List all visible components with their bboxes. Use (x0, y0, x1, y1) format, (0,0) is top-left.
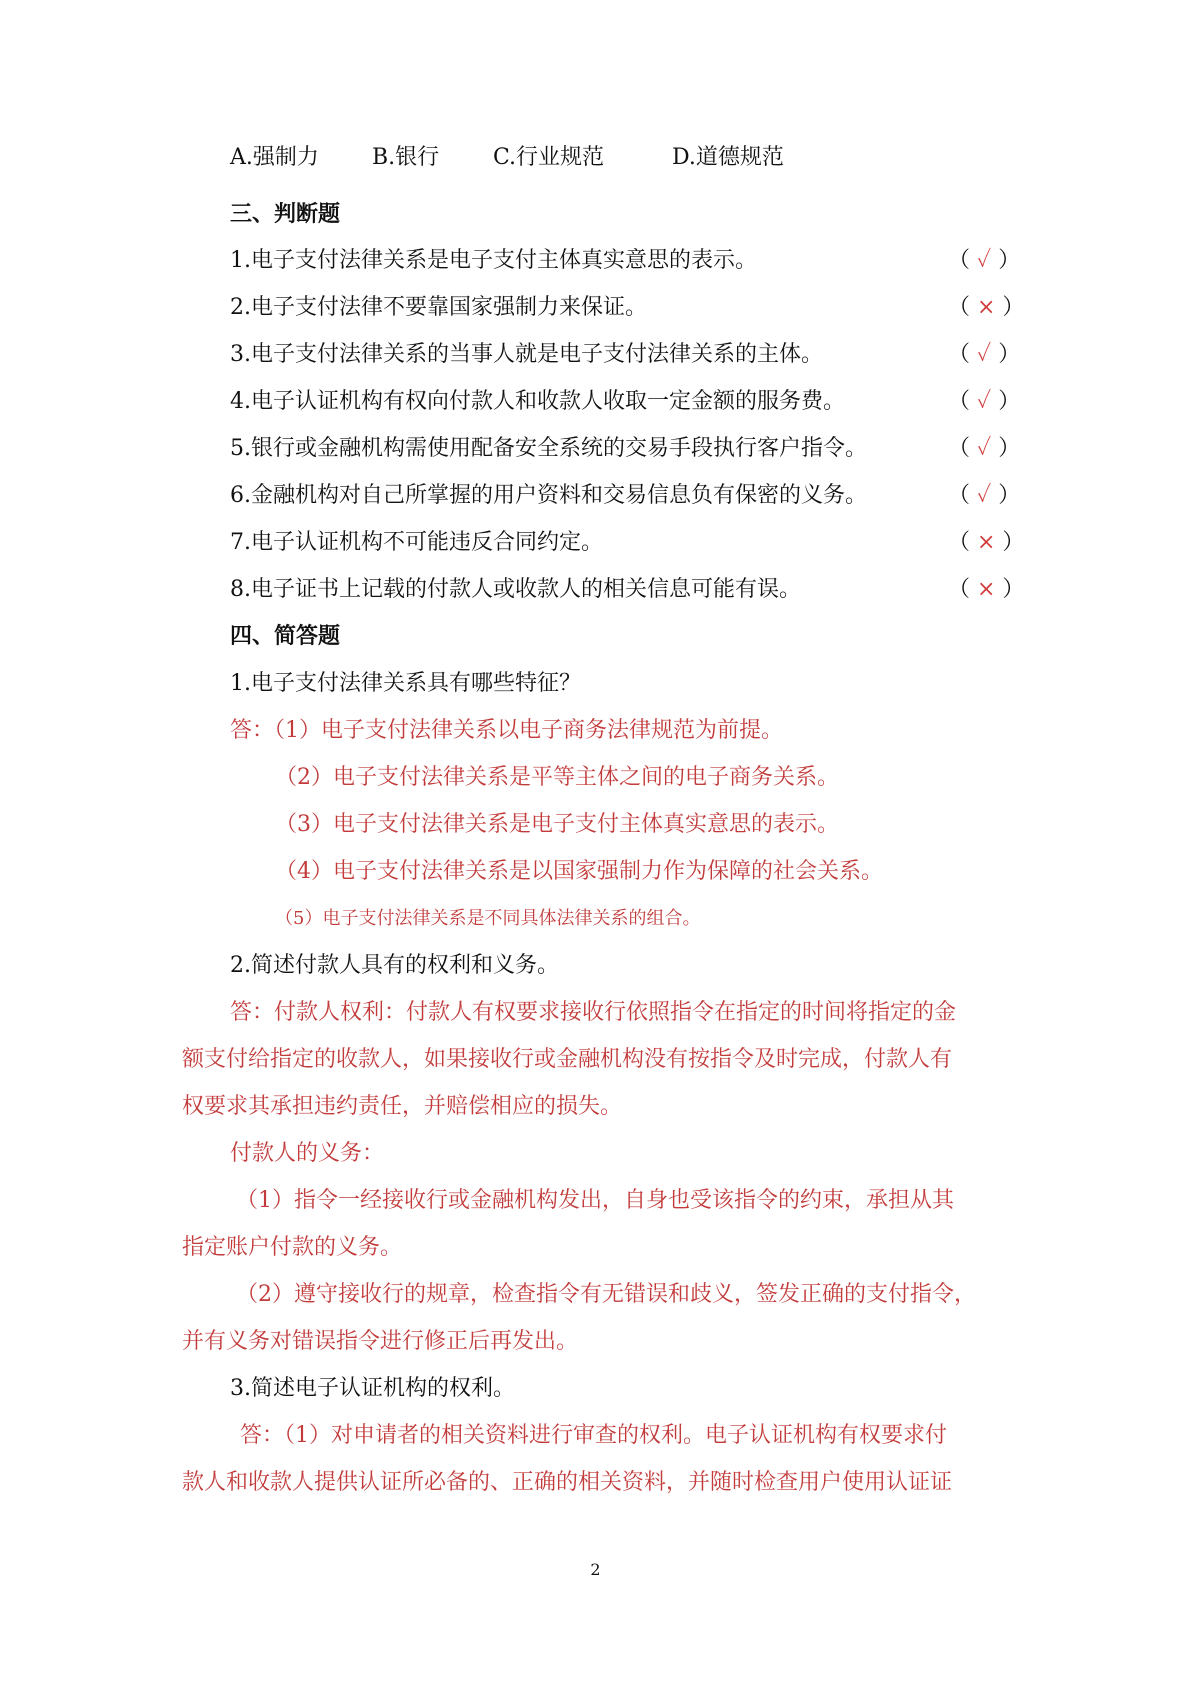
judgment-mark-2: （ × ） (948, 295, 1025, 320)
answer-1-line: （4）电子支付法律关系是以国家强制力作为保障的社会关系。 (275, 859, 883, 884)
question-3: 3.简述电子认证机构的权利。 (230, 1376, 515, 1401)
answer-2-line: 权要求其承担违约责任，并赔偿相应的损失。 (182, 1094, 623, 1119)
check-mark-icon: ✓ (977, 483, 992, 508)
answer-2-line: （2）遵守接收行的规章，检查指令有无错误和歧义，签发正确的支付指令， (236, 1282, 976, 1307)
answer-2-line: 额支付给指定的收款人，如果接收行或金融机构没有按指令及时完成，付款人有 (182, 1047, 953, 1072)
judgment-item-6: 6.金融机构对自己所掌握的用户资料和交易信息负有保密的义务。 (230, 483, 867, 508)
judgment-mark-6: （ ✓ ） (948, 483, 1021, 508)
judgment-mark-5: （ ✓ ） (948, 436, 1021, 461)
option-d: D.道德规范 (672, 145, 784, 170)
option-a: A.强制力 (230, 145, 319, 170)
check-mark-icon: ✓ (977, 248, 992, 273)
option-b: B.银行 (372, 145, 440, 170)
section3-title: 三、判断题 (230, 202, 341, 227)
answer-1-line: 答：（1）电子支付法律关系以电子商务法律规范为前提。 (230, 718, 783, 743)
question-1: 1.电子支付法律关系具有哪些特征？ (230, 671, 581, 696)
judgment-item-4: 4.电子认证机构有权向付款人和收款人收取一定金额的服务费。 (230, 389, 845, 414)
question-2: 2.简述付款人具有的权利和义务。 (230, 953, 559, 978)
answer-1-line: （5）电子支付法律关系是不同具体法律关系的组合。 (275, 908, 701, 929)
check-mark-icon: ✓ (977, 342, 992, 367)
check-mark-icon: ✓ (977, 389, 992, 414)
cross-mark-icon: × (977, 530, 996, 555)
judgment-item-1: 1.电子支付法律关系是电子支付主体真实意思的表示。 (230, 248, 757, 273)
answer-2-line: 答：付款人权利：付款人有权要求接收行依照指令在指定的时间将指定的金 (230, 1000, 957, 1025)
cross-mark-icon: × (977, 295, 996, 320)
page-number: 2 (590, 1560, 601, 1579)
answer-1-line: （2）电子支付法律关系是平等主体之间的电子商务关系。 (275, 765, 839, 790)
answer-2-line: 付款人的义务： (230, 1141, 385, 1166)
judgment-mark-1: （ ✓ ） (948, 248, 1021, 273)
section4-title: 四、简答题 (230, 624, 341, 649)
answer-2-line: （1）指令一经接收行或金融机构发出，自身也受该指令的约束，承担从其 (236, 1188, 954, 1213)
cross-mark-icon: × (977, 577, 996, 602)
answer-2-line: 指定账户付款的义务。 (182, 1235, 403, 1260)
judgment-item-2: 2.电子支付法律不要靠国家强制力来保证。 (230, 295, 647, 320)
option-c: C.行业规范 (493, 145, 605, 170)
judgment-mark-4: （ ✓ ） (948, 389, 1021, 414)
check-mark-icon: ✓ (977, 436, 992, 461)
judgment-item-7: 7.电子认证机构不可能违反合同约定。 (230, 530, 603, 555)
judgment-mark-8: （ × ） (948, 577, 1025, 602)
judgment-mark-3: （ ✓ ） (948, 342, 1021, 367)
answer-3-line: 答：（1）对申请者的相关资料进行审查的权利。电子认证机构有权要求付 (240, 1423, 947, 1448)
answer-3-line: 款人和收款人提供认证所必备的、正确的相关资料，并随时检查用户使用认证证 (182, 1470, 953, 1495)
judgment-item-5: 5.银行或金融机构需使用配备安全系统的交易手段执行客户指令。 (230, 436, 867, 461)
answer-1-line: （3）电子支付法律关系是电子支付主体真实意思的表示。 (275, 812, 839, 837)
judgment-item-3: 3.电子支付法律关系的当事人就是电子支付法律关系的主体。 (230, 342, 823, 367)
judgment-item-8: 8.电子证书上记载的付款人或收款人的相关信息可能有误。 (230, 577, 801, 602)
answer-2-line: 并有义务对错误指令进行修正后再发出。 (182, 1329, 579, 1354)
judgment-mark-7: （ × ） (948, 530, 1025, 555)
